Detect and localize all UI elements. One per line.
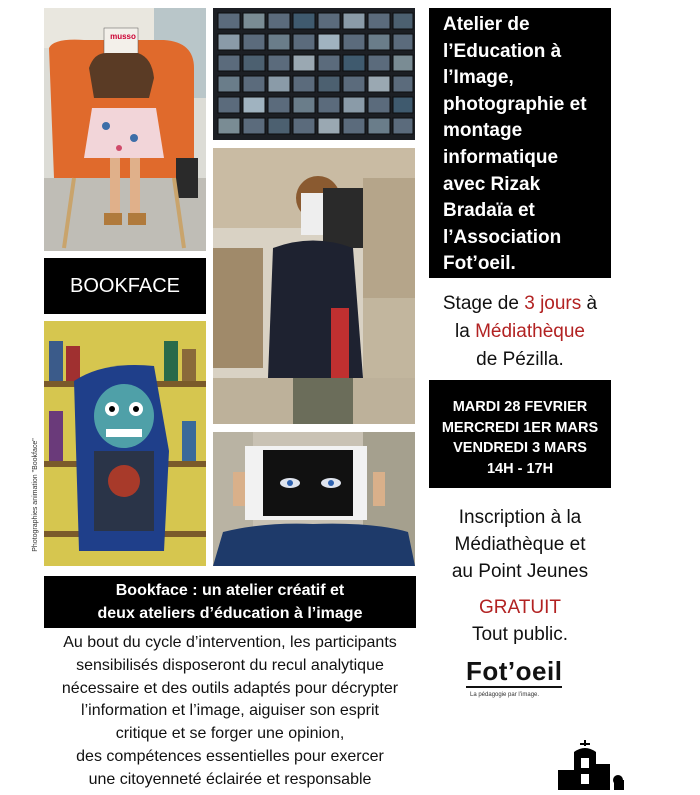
bookface-label-text: BOOKFACE xyxy=(69,275,181,297)
title-line: informatique xyxy=(443,146,559,168)
photo-credit-text: Photographies animation "Bookface" xyxy=(32,438,39,552)
stage-info xyxy=(420,290,620,374)
stage-days: 3 jours xyxy=(524,293,582,314)
inscription-line: au Point Jeunes xyxy=(451,561,589,582)
title-line: Atelier de xyxy=(443,14,530,35)
body-line: nécessaire et des outils adaptés pour décrypter xyxy=(61,679,399,697)
title-line: montage xyxy=(443,120,523,142)
photo-girl-chair xyxy=(44,8,206,251)
stage-line-3: de Pézilla. xyxy=(476,349,564,370)
bookface-section-body xyxy=(24,632,436,792)
bookface-section-title xyxy=(44,576,416,628)
inscription xyxy=(420,504,620,585)
stage-line-1 xyxy=(420,290,620,318)
fotoeil-logo xyxy=(466,656,576,706)
body-line: Au bout du cycle d’intervention, les participants xyxy=(63,634,397,651)
title-line: avec Rizak xyxy=(443,173,541,195)
bell-tower-illustration xyxy=(548,740,628,790)
price-block xyxy=(420,594,620,648)
section-title-line-2: deux ateliers d’éducation à l’image xyxy=(97,605,363,622)
title-line: Fot’oeil. xyxy=(443,253,516,275)
body-line: sensibilisés disposeront du recul analytique xyxy=(76,656,384,674)
stage-post: à xyxy=(581,293,598,314)
inscription-line: Médiathèque et xyxy=(454,534,586,555)
date-hours: 14H - 17H xyxy=(486,460,554,477)
title-line: photographie et xyxy=(443,93,587,115)
book-cover-text: musso xyxy=(110,32,136,41)
photo-child-blue-mask xyxy=(44,321,206,566)
bookface-label xyxy=(44,258,206,314)
body-line: critique et se forger une opinion, xyxy=(115,725,345,743)
logo-name: Fot’oeil xyxy=(466,656,563,686)
photo-screens-wall xyxy=(213,8,415,140)
inscription-line: Inscription à la xyxy=(458,507,582,528)
stage-line2-pre: la xyxy=(455,321,476,342)
title-box xyxy=(429,8,611,278)
price-public: Tout public. xyxy=(471,624,569,645)
stage-line-2 xyxy=(420,318,620,346)
logo-tagline: La pédagogie par l’image. xyxy=(470,692,540,698)
date-1: MARDI 28 FEVRIER xyxy=(452,399,588,415)
stage-pre: Stage de xyxy=(442,293,525,314)
title-line: l’Association xyxy=(443,226,562,248)
title-line: l’Education à xyxy=(443,40,562,62)
stage-place: Médiathèque xyxy=(475,321,585,342)
photo-child-eyes-poster xyxy=(213,432,415,566)
section-title-line-1: Bookface : un atelier créatif et xyxy=(115,582,345,599)
photo-credit xyxy=(32,420,42,570)
date-2: MERCREDI 1ER MARS xyxy=(441,419,599,436)
title-line: l’Image, xyxy=(443,67,514,89)
body-line: une citoyenneté éclairée et responsable xyxy=(88,770,372,788)
body-line: des compétences essentielles pour exercer xyxy=(76,747,384,765)
date-3: VENDREDI 3 MARS xyxy=(453,440,587,456)
body-line: l’information et l’image, aiguiser son esprit xyxy=(81,702,379,720)
dates-box xyxy=(429,380,611,488)
price-gratuit: GRATUIT xyxy=(479,597,561,618)
title-line: Bradaïa et xyxy=(443,200,535,222)
photo-boy-joker-book xyxy=(213,148,415,424)
